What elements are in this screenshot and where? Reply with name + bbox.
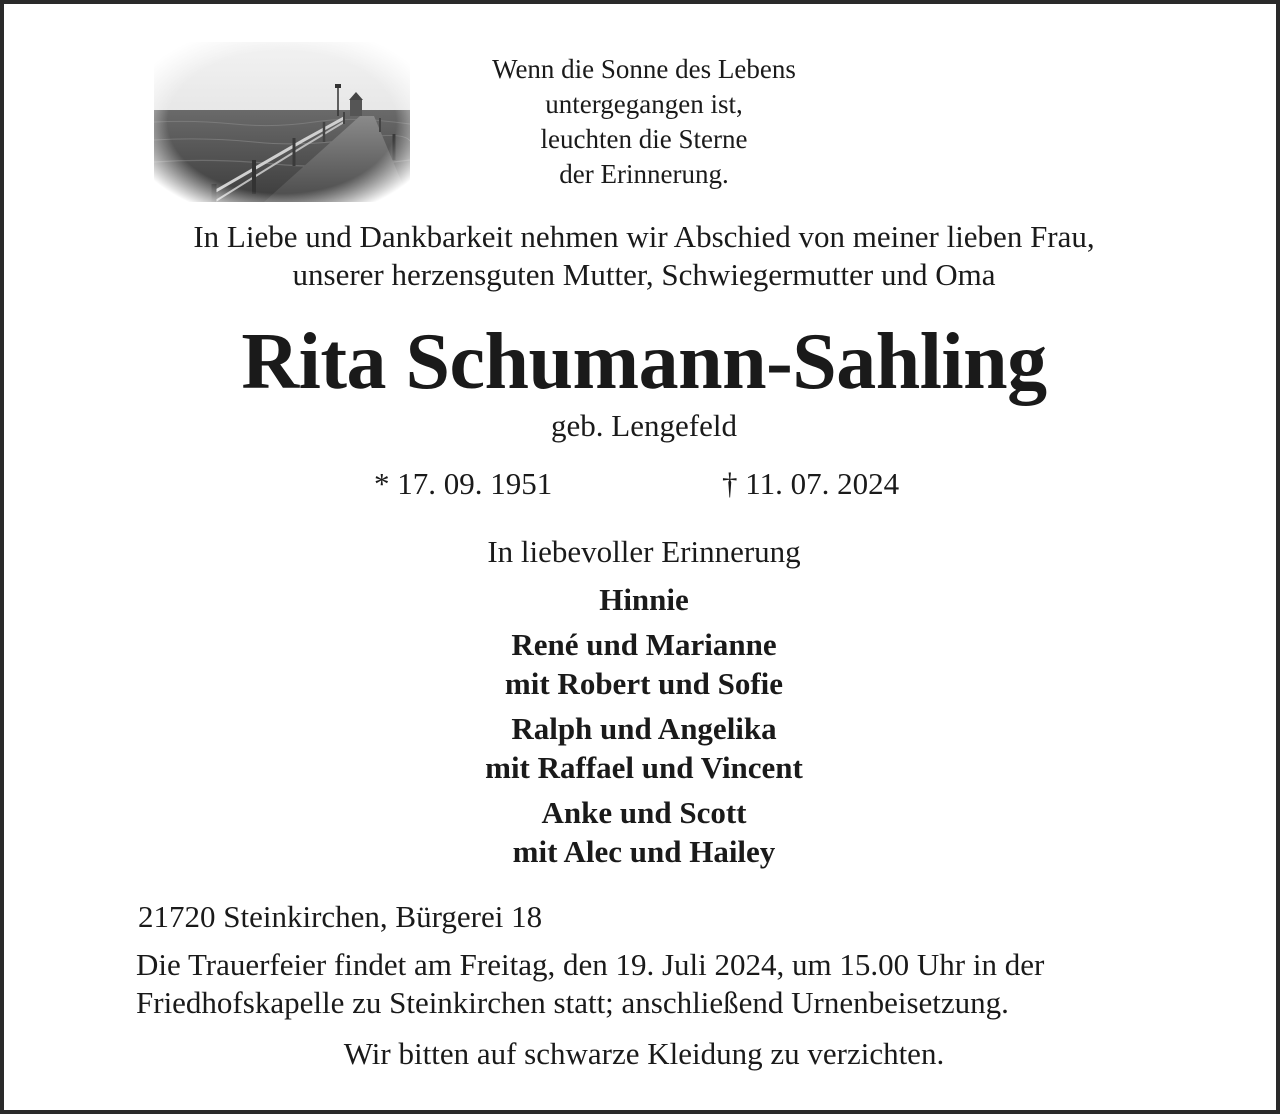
pier-seascape-photo-icon: [154, 42, 410, 202]
mourner-line: René und Marianne: [511, 627, 777, 662]
mourner-line: mit Alec und Hailey: [512, 834, 776, 869]
motto-line: Wenn die Sonne des Lebens: [492, 54, 796, 84]
pier-photo: [154, 42, 410, 202]
dress-request: Wir bitten auf schwarze Kleidung zu verzichten.: [343, 1036, 945, 1071]
mourner-line: Ralph und Angelika: [511, 711, 777, 746]
maiden-name: geb. Lengefeld: [551, 408, 737, 443]
family-address: 21720 Steinkirchen, Bürgerei 18: [138, 899, 543, 934]
birth-date: * 17. 09. 1951: [374, 466, 553, 501]
mourner-group: [4, 580, 1280, 619]
mourner-group: [4, 709, 1280, 787]
intro-line: In Liebe und Dankbarkeit nehmen wir Abschied von meiner lieben Frau,: [193, 219, 1095, 254]
intro-text: [4, 218, 1280, 294]
motto-line: leuchten die Sterne: [540, 124, 748, 154]
intro-line: unserer herzensguten Mutter, Schwiegermutter und Oma: [292, 257, 996, 292]
motto-line: der Erinnerung.: [559, 159, 729, 189]
motto-line: untergegangen ist,: [545, 89, 743, 119]
mourner-line: mit Raffael und Vincent: [485, 750, 803, 785]
deceased-name: Rita Schumann-Sahling: [241, 318, 1047, 406]
service-line: Die Trauerfeier findet am Freitag, den 19. Juli 2024, um 15.00 Uhr in der: [136, 947, 1045, 982]
mourner-line: Hinnie: [599, 582, 689, 617]
funeral-service-info: [136, 946, 1044, 1022]
motto-verse: [444, 52, 844, 192]
service-line: Friedhofskapelle zu Steinkirchen statt; anschließend Urnenbeisetzung.: [136, 985, 1009, 1020]
mourners-list: [4, 580, 1280, 877]
mourner-group: [4, 793, 1280, 871]
mourner-line: mit Robert und Sofie: [504, 666, 784, 701]
mourner-line: Anke und Scott: [541, 795, 747, 830]
death-date: † 11. 07. 2024: [722, 466, 900, 501]
mourners-heading: In liebevoller Erinnerung: [487, 534, 801, 569]
mourner-group: [4, 625, 1280, 703]
